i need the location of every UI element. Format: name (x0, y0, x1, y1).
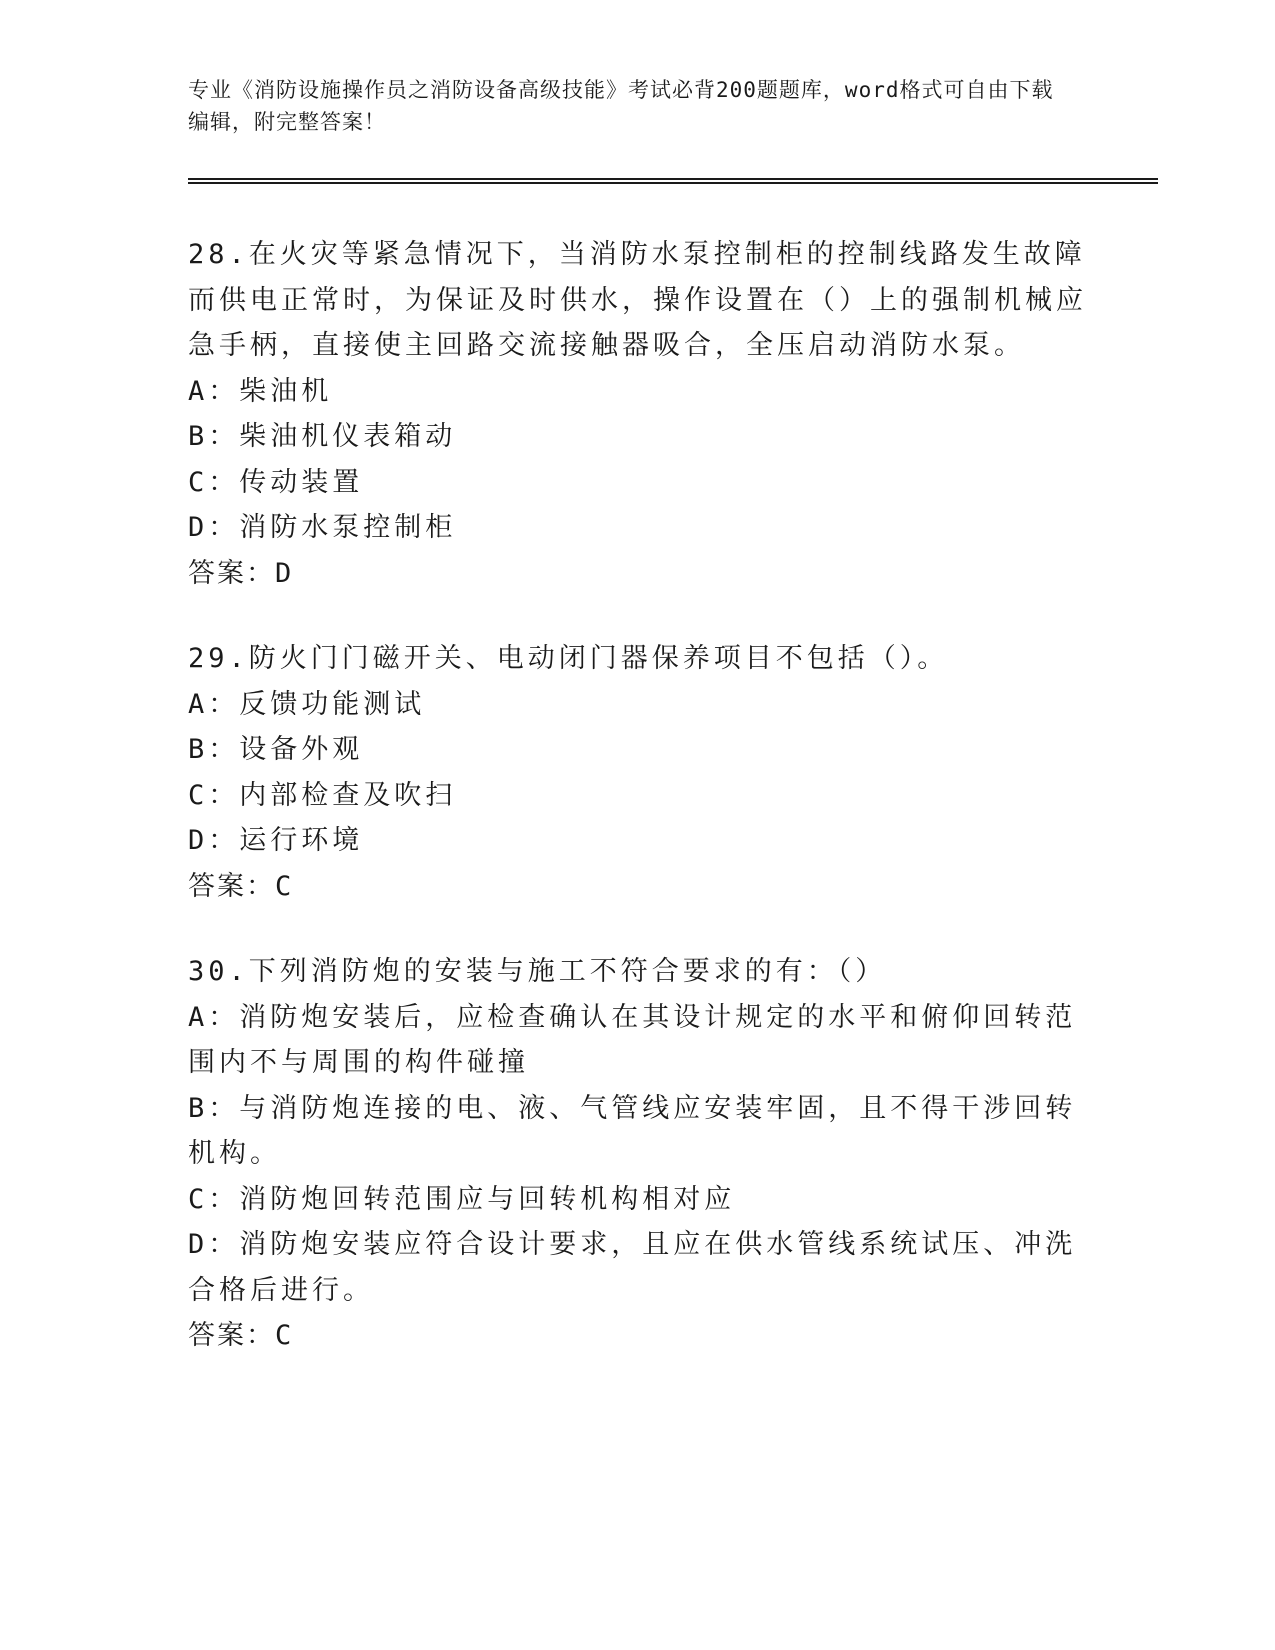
question-28 (188, 232, 1088, 596)
answer-label: 答案： (188, 1320, 275, 1351)
question-stem: 29.防火门门磁开关、电动闭门器保养项目不包括（）。 (188, 643, 949, 674)
option-d: D：消防炮安装应符合设计要求，且应在供水管线系统试压、冲洗合格后进行。 (188, 1229, 1077, 1306)
header-double-rule (188, 178, 1158, 184)
answer-line (188, 864, 1088, 910)
answer-line (188, 1313, 1088, 1359)
question-stem: 28.在火灾等紧急情况下，当消防水泵控制柜的控制线路发生故障而供电正常时，为保证及时供水，操作设置在（）上的强制机械应急手柄，直接使主回路交流接触器吸合，全压启动消防水泵。 (188, 239, 1087, 361)
answer-label: 答案： (188, 557, 275, 589)
option-c: C：内部检查及吹扫 (188, 779, 457, 811)
question-29 (188, 636, 1088, 909)
option-c: C：传动装置 (188, 466, 364, 498)
option-a: A：消防炮安装后，应检查确认在其设计规定的水平和俯仰回转范围内不与周围的构件碰撞 (188, 1001, 1077, 1078)
option-d: D：消防水泵控制柜 (188, 512, 457, 543)
option-d: D：运行环境 (188, 825, 364, 856)
option-c: C：消防炮回转范围应与回转机构相对应 (188, 1183, 736, 1215)
question-30 (188, 949, 1088, 1359)
answer-value: D (275, 557, 296, 589)
answer-value: C (275, 870, 296, 902)
option-a: A：反馈功能测试 (188, 688, 426, 720)
document-header: 专业《消防设施操作员之消防设备高级技能》考试必背200题题库，word格式可自由下载编辑，附完整答案！ (188, 78, 1054, 134)
answer-value: C (275, 1320, 296, 1351)
answer-label: 答案： (188, 870, 275, 902)
question-list (188, 232, 1088, 1399)
option-b: B：与消防炮连接的电、液、气管线应安装牢固，且不得干涉回转机构。 (188, 1092, 1077, 1169)
question-stem: 30.下列消防炮的安装与施工不符合要求的有：（） (188, 956, 887, 987)
option-a: A：柴油机 (188, 375, 333, 407)
option-b: B：柴油机仪表箱动 (188, 421, 457, 452)
answer-line (188, 551, 1088, 597)
option-b: B：设备外观 (188, 734, 364, 765)
